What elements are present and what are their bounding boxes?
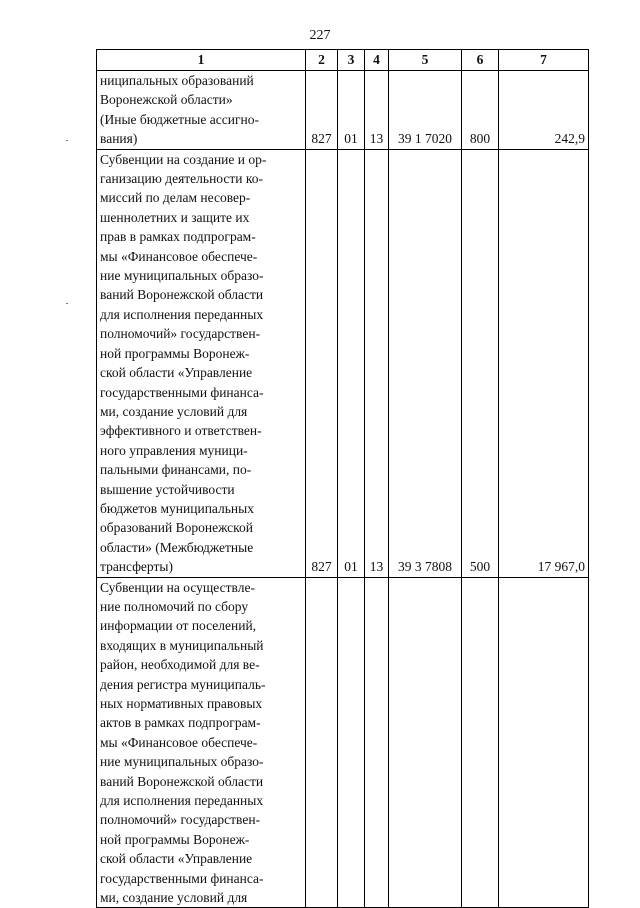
cell-target-item: 39 3 7808: [389, 149, 462, 577]
cell-section: 01: [338, 71, 365, 150]
column-header: 6: [462, 50, 499, 71]
cell-subsection: 13: [365, 71, 389, 150]
column-header: 1: [97, 50, 306, 71]
cell-section: 01: [338, 149, 365, 577]
cell-ministry-code: [306, 577, 338, 908]
table-row: [97, 71, 589, 150]
cell-amount: 17 967,0: [499, 149, 589, 577]
row-description: Субвенции на создание и ор- ганизацию деятельности ко- миссий по делам несовер- шеннолетних и защите их прав в рамках подпрограм- мы «Финансовое обеспече- ние муниципальных образо- ваний Воронежской области для исполнения переданных полномочий» государствен- ной программы Воронеж- ской области «Управление государственными финанса- ми, создание условий для эффективного и ответствен- ного управления муници- пальными финансами, по- вышение устойчивости бюджетов муниципальных образований Воронежской области» (Межбюджетные трансферты): [97, 149, 306, 577]
column-header: 7: [499, 50, 589, 71]
column-header: 3: [338, 50, 365, 71]
cell-expense-type: [462, 577, 499, 908]
cell-expense-type: 800: [462, 71, 499, 150]
row-description: Субвенции на осуществле- ние полномочий по сбору информации от поселений, входящих в муниципальный район, необходимой для ве- дения регистра муниципаль- ных нормативных правовых актов в рамках подпрограм- мы «Финансовое обеспече- ние муниципальных образо- ваний Воронежской области для исполнения переданных полномочий» государствен- ной программы Воронеж- ской области «Управление государственными финанса- ми, создание условий для: [97, 577, 306, 908]
scan-speck: [66, 140, 68, 141]
column-header: 2: [306, 50, 338, 71]
cell-target-item: [389, 577, 462, 908]
table-header-row: [97, 50, 589, 71]
page-number: 227: [309, 28, 331, 43]
cell-amount: [499, 577, 589, 908]
cell-ministry-code: 827: [306, 149, 338, 577]
column-header: 5: [389, 50, 462, 71]
cell-target-item: 39 1 7020: [389, 71, 462, 150]
column-header: 4: [365, 50, 389, 71]
scan-speck: [66, 303, 68, 304]
row-description: ниципальных образований Воронежской области» (Иные бюджетные ассигно- вания): [97, 71, 306, 150]
cell-expense-type: 500: [462, 149, 499, 577]
cell-section: [338, 577, 365, 908]
table-row: [97, 577, 589, 908]
cell-subsection: [365, 577, 389, 908]
cell-amount: 242,9: [499, 71, 589, 150]
cell-subsection: 13: [365, 149, 389, 577]
budget-table: [96, 49, 589, 908]
cell-ministry-code: 827: [306, 71, 338, 150]
table-row: [97, 149, 589, 577]
